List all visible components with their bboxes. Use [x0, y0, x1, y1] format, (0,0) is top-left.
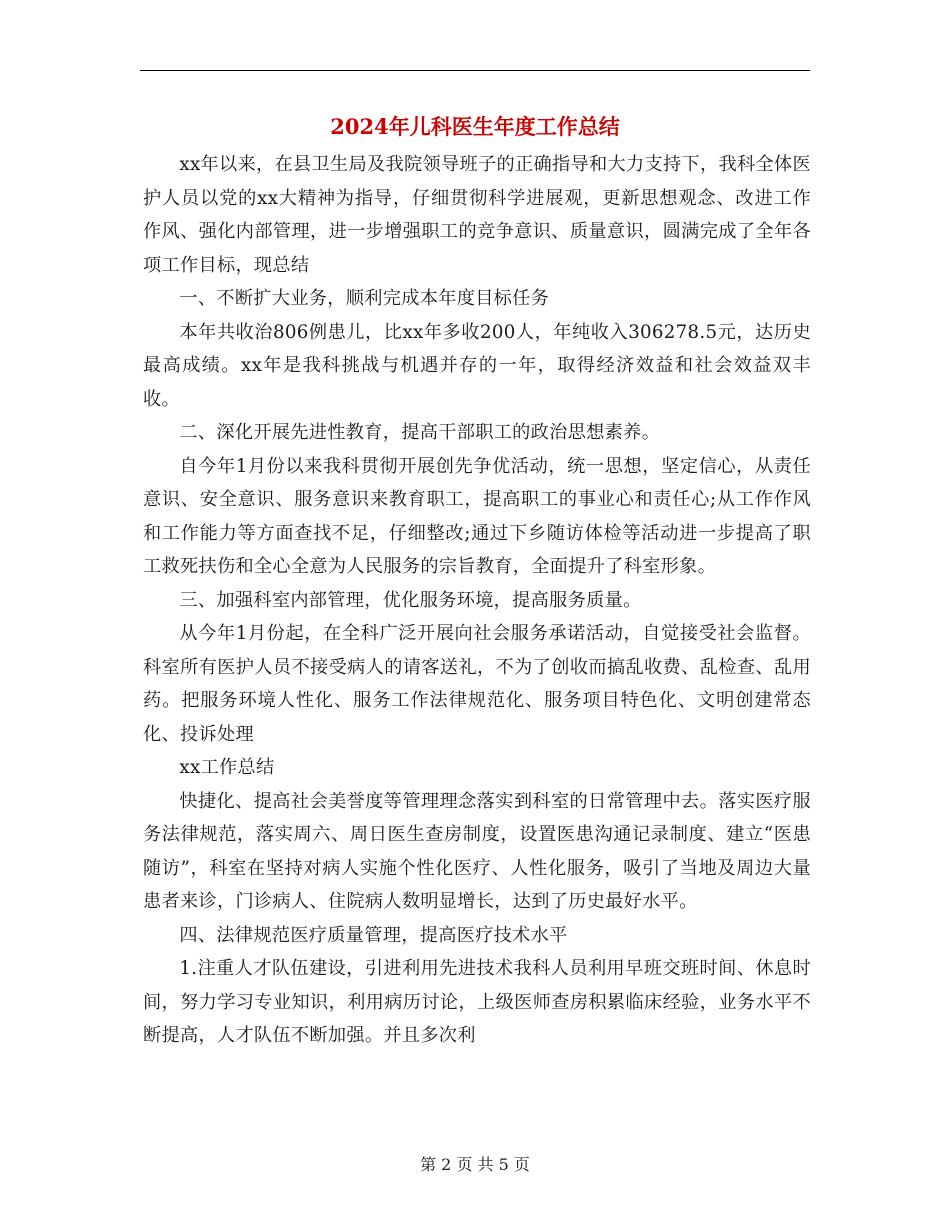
- paragraph-management: 从今年1月份起，在全科广泛开展向社会服务承诺活动，自觉接受社会监督。科室所有医护人员不接受病人的请客送礼，不为了创收而搞乱收费、乱检查、乱用药。把服务环境人性化、服务工作法律规范化、服务项目特色化、文明创建常态化、投诉处理: [143, 623, 811, 745]
- paragraph-talent: 1.注重人才队伍建设，引进利用先进技术我科人员利用早班交班时间、休息时间，努力学习专业知识，利用病历讨论，上级医师查房积累临床经验，业务水平不断提高，人才队伍不断加强。并且多次利: [143, 958, 811, 1046]
- document-body: [143, 148, 811, 1053]
- section-heading-3: 三、加强科室内部管理，优化服务环境，提高服务质量。: [179, 589, 642, 611]
- page-number: 第 2 页 共 5 页: [420, 1155, 530, 1174]
- section-heading-1: 一、不断扩大业务，顺利完成本年度目标任务: [179, 288, 550, 309]
- header-rule: [140, 70, 810, 71]
- paragraph-education: 自今年1月份以来我科贯彻开展创先争优活动，统一思想，坚定信心，从责任意识、安全意识、服务意识来教育职工，提高职工的事业心和责任心;从工作作风和工作能力等方面查找不足，仔细整改;通过下乡随访体检等活动进一步提高了职工救死扶伤和全心全意为人民服务的宗旨教育，全面提升了科室形象。: [143, 455, 811, 577]
- paragraph-service: 快捷化、提高社会美誉度等管理理念落实到科室的日常管理中去。落实医疗服务法律规范，落实周六、周日医生查房制度，设置医患沟通记录制度、建立“医患随访”，科室在坚持对病人实施个性化医疗、人性化服务，吸引了当地及周边大量患者来诊，门诊病人、住院病人数明显增长，达到了历史最好水平。: [143, 790, 811, 912]
- paragraph-business: 本年共收治806例患儿，比xx年多收200人，年纯收入306278.5元，达历史最高成绩。xx年是我科挑战与机遇并存的一年，取得经济效益和社会效益双丰收。: [143, 321, 811, 410]
- paragraph-intro: xx年以来，在县卫生局及我院领导班子的正确指导和大力支持下，我科全体医护人员以党的xx大精神为指导，仔细贯彻科学进展观，更新思想观念、改进工作作风、强化内部管理，进一步增强职工的竞争意识、质量意识，圆满完成了全年各项工作目标，现总结: [143, 154, 811, 276]
- document-title: 2024年儿科医生年度工作总结: [330, 114, 620, 139]
- section-heading-2: 二、深化开展先进性教育，提高干部职工的政治思想素养。: [179, 422, 661, 443]
- inline-label: xx工作总结: [179, 757, 275, 778]
- section-heading-4: 四、法律规范医疗质量管理，提高医疗技术水平: [179, 924, 568, 946]
